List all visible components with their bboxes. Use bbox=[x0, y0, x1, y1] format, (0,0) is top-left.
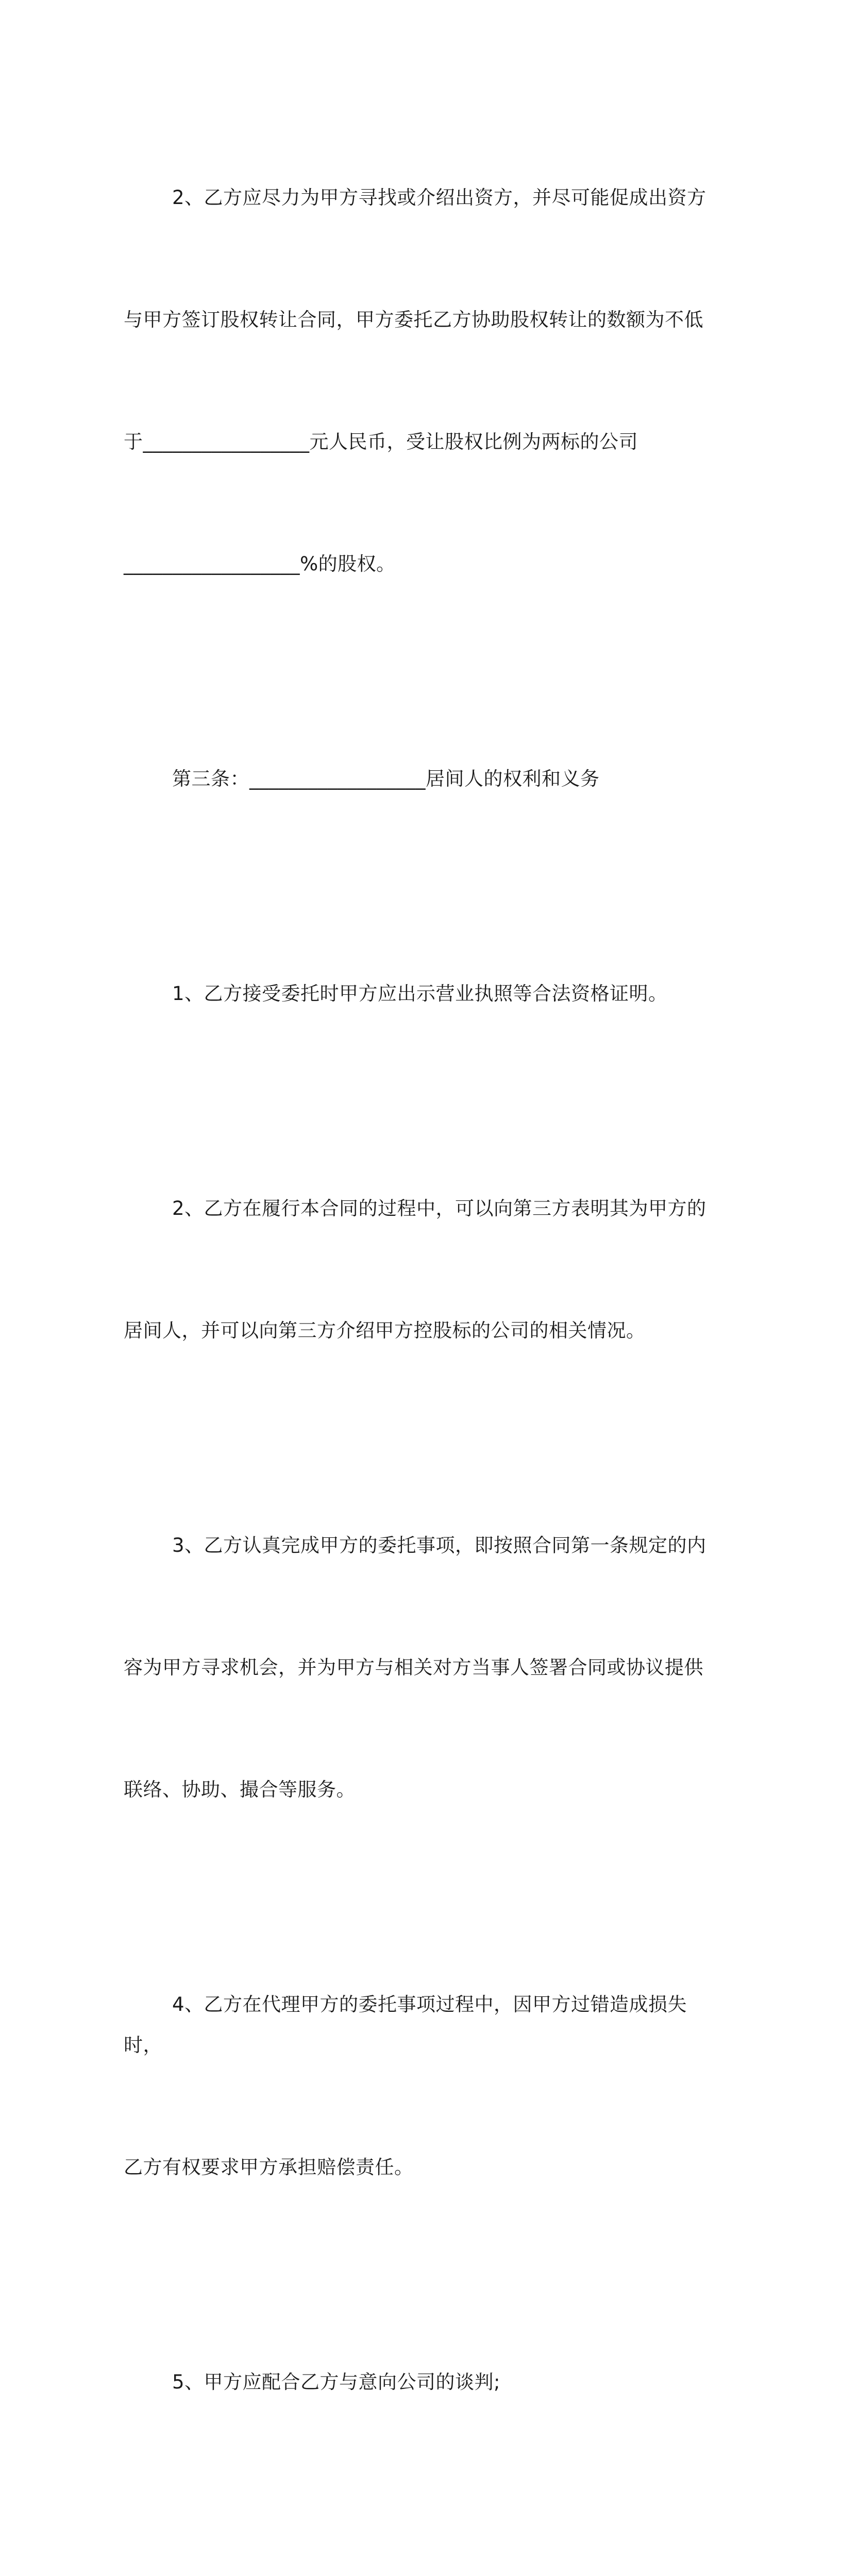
article-3-item-5 bbox=[124, 2280, 716, 2484]
text-line: 2、乙方应尽力为甲方寻找或介绍出资方，并尽可能促成出资方 bbox=[172, 187, 707, 209]
clause-2-paragraph bbox=[124, 96, 716, 666]
text-line: 于_________________元人民币，受让股权比例为两标的公司 bbox=[124, 431, 638, 453]
text-line: 联络、协助、撮合等服务。 bbox=[124, 1778, 356, 1801]
document-page bbox=[124, 96, 716, 2576]
text-line: 1、乙方接受委托时甲方应出示营业执照等合法资格证明。 bbox=[172, 982, 668, 1005]
text-line: __________________%的股权。 bbox=[124, 553, 396, 575]
article-3-item-2 bbox=[124, 1107, 716, 1432]
article-3-item-3 bbox=[124, 1444, 716, 1891]
article-3-heading bbox=[124, 677, 716, 880]
article-3-item-6 bbox=[124, 2495, 716, 2576]
text-line: 3、乙方认真完成甲方的委托事项，即按照合同第一条规定的内 bbox=[172, 1534, 707, 1556]
text-line: 乙方有权要求甲方承担赔偿责任。 bbox=[124, 2156, 414, 2178]
text-line: 5、甲方应配合乙方与意向公司的谈判; bbox=[172, 2371, 501, 2393]
text-line: 居间人，并可以向第三方介绍甲方控股标的公司的相关情况。 bbox=[124, 1319, 646, 1342]
text-line: 容为甲方寻求机会，并为甲方与相关对方当事人签署合同或协议提供 bbox=[124, 1656, 703, 1679]
heading-text: 第三条：__________________居间人的权利和义务 bbox=[172, 768, 600, 790]
text-line: 4、乙方在代理甲方的委托事项过程中，因甲方过错造成损失时， bbox=[124, 1993, 687, 2056]
text-line: 2、乙方在履行本合同的过程中，可以向第三方表明其为甲方的 bbox=[172, 1197, 707, 1219]
article-3-item-1 bbox=[124, 892, 716, 1095]
text-line: 与甲方签订股权转让合同，甲方委托乙方协助股权转让的数额为不低 bbox=[124, 309, 703, 331]
article-3-item-4 bbox=[124, 1903, 716, 2269]
